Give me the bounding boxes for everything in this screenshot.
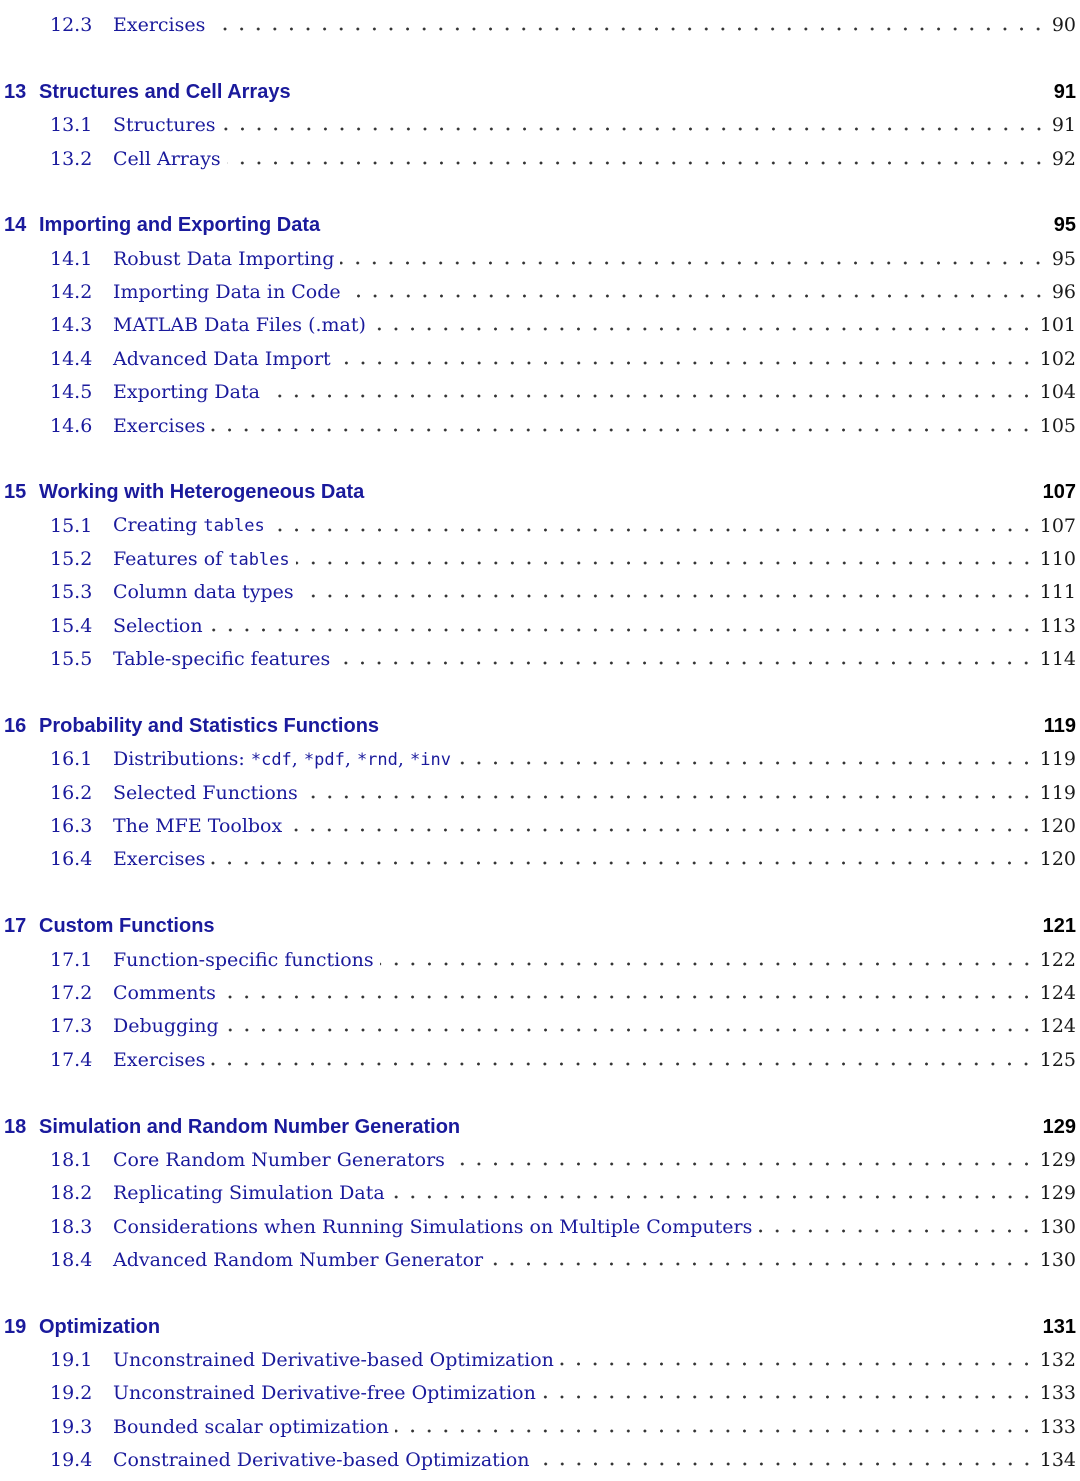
toc-section-14-4[interactable] <box>0 342 1080 376</box>
section-leader-line <box>113 409 1076 443</box>
section-title[interactable]: Distributions: *cdf, *pdf, *rnd, *inv <box>113 742 457 777</box>
code-term: tables <box>228 549 290 570</box>
toc-section-19-4[interactable] <box>0 1443 1080 1477</box>
page-number: 92 <box>1048 142 1076 176</box>
section-leader-line <box>113 943 1076 977</box>
toc-chapter-15[interactable] <box>0 475 1080 509</box>
section-title[interactable]: The MFE Toolbox <box>113 809 288 843</box>
section-title[interactable]: Selected Functions <box>113 776 304 810</box>
dot-leader <box>211 1047 1035 1081</box>
chapter-number: 15 <box>4 481 27 504</box>
page-number: 101 <box>1036 308 1076 342</box>
toc-section-12-3[interactable] <box>0 8 1080 42</box>
chapter-title[interactable]: Simulation and Random Number Generation <box>39 1115 461 1138</box>
section-number: 15.1 <box>50 514 93 537</box>
dot-leader <box>489 1247 1036 1281</box>
page-number: 134 <box>1036 1443 1076 1477</box>
toc-chapter-19[interactable] <box>0 1310 1080 1344</box>
page-number: 107 <box>1036 509 1076 543</box>
toc-section-15-1[interactable] <box>0 509 1080 543</box>
section-number: 13.1 <box>50 114 93 137</box>
page-number: 110 <box>1036 542 1076 576</box>
chapter-title[interactable]: Structures and Cell Arrays <box>39 80 291 103</box>
toc-section-16-1[interactable] <box>0 742 1080 776</box>
page-number: 114 <box>1036 642 1076 676</box>
toc-section-18-3[interactable] <box>0 1210 1080 1244</box>
page-number: 124 <box>1036 976 1076 1010</box>
chapter-title[interactable]: Working with Heterogeneous Data <box>39 481 365 504</box>
section-leader-line <box>113 976 1076 1010</box>
chapter-number: 19 <box>4 1315 27 1338</box>
section-number: 18.4 <box>50 1248 93 1271</box>
page-number: 121 <box>1042 915 1076 938</box>
dot-leader <box>211 12 1047 46</box>
dot-leader <box>227 146 1048 180</box>
section-number: 17.3 <box>50 1015 93 1038</box>
page-number: 120 <box>1036 809 1076 843</box>
section-leader-line <box>113 575 1076 609</box>
section-number: 15.2 <box>50 548 93 571</box>
section-number: 14.6 <box>50 414 93 437</box>
section-title[interactable]: Bounded scalar optimization <box>113 1410 395 1444</box>
chapter-number: 16 <box>4 715 27 737</box>
section-title[interactable]: Exercises <box>113 409 211 443</box>
toc-section-14-3[interactable] <box>0 308 1080 342</box>
page-number: 129 <box>1042 1115 1076 1138</box>
section-leader-line <box>113 609 1076 643</box>
page-number: 133 <box>1036 1410 1076 1444</box>
section-title[interactable]: Comments <box>113 976 222 1010</box>
page-number: 119 <box>1036 742 1076 776</box>
toc-chapter-14[interactable] <box>0 208 1080 242</box>
page-number: 95 <box>1053 214 1076 237</box>
section-title[interactable]: Exporting Data <box>113 375 266 409</box>
toc-section-13-1[interactable] <box>0 108 1080 142</box>
section-title[interactable]: Core Random Number Generators <box>113 1143 451 1177</box>
page-number: 130 <box>1036 1210 1076 1244</box>
toc-section-18-4[interactable] <box>0 1243 1080 1277</box>
chapter-number: 18 <box>4 1115 27 1138</box>
page-number: 96 <box>1048 275 1076 309</box>
section-leader-line <box>113 642 1076 676</box>
dot-leader <box>336 646 1036 680</box>
page-number: 130 <box>1036 1243 1076 1277</box>
code-term: *rnd <box>356 749 398 770</box>
toc-section-17-3[interactable] <box>0 1009 1080 1043</box>
page-number: 104 <box>1036 375 1076 409</box>
toc-section-13-2[interactable] <box>0 142 1080 176</box>
toc-section-15-2[interactable] <box>0 542 1080 576</box>
toc-section-14-6[interactable] <box>0 409 1080 443</box>
toc-section-19-2[interactable] <box>0 1376 1080 1410</box>
section-number: 14.4 <box>50 347 93 370</box>
chapter-title[interactable]: Probability and Statistics Functions <box>39 715 380 737</box>
section-title[interactable]: Exercises <box>113 1043 211 1077</box>
section-title[interactable]: Unconstrained Derivative-free Optimization <box>113 1376 542 1410</box>
chapter-title[interactable]: Custom Functions <box>39 915 215 938</box>
section-title[interactable]: Debugging <box>113 1009 225 1043</box>
section-number: 16.3 <box>50 815 93 837</box>
section-number: 19.4 <box>50 1449 93 1472</box>
section-leader-line <box>113 1176 1076 1210</box>
section-title[interactable]: Advanced Random Number Generator <box>113 1243 489 1277</box>
section-title[interactable]: Replicating Simulation Data <box>113 1176 391 1210</box>
page-number: 119 <box>1043 715 1076 737</box>
toc-section-16-2[interactable] <box>0 776 1080 810</box>
section-number: 17.4 <box>50 1048 93 1071</box>
toc-chapter-17[interactable] <box>0 909 1080 943</box>
page-number: 95 <box>1048 242 1076 276</box>
section-leader-line <box>113 742 1076 776</box>
page-number: 133 <box>1036 1376 1076 1410</box>
section-number: 19.1 <box>50 1349 93 1371</box>
toc-section-14-2[interactable] <box>0 275 1080 309</box>
chapter-number: 17 <box>4 915 27 938</box>
section-number: 16.2 <box>50 781 93 804</box>
section-leader-line <box>113 1009 1076 1043</box>
code-term: *inv <box>409 749 451 770</box>
section-number: 18.1 <box>50 1148 93 1171</box>
section-leader-line <box>113 1210 1076 1244</box>
section-number: 13.2 <box>50 147 93 170</box>
page-number: 129 <box>1036 1143 1076 1177</box>
page-number: 119 <box>1036 776 1076 810</box>
chapter-title[interactable]: Importing and Exporting Data <box>39 214 321 237</box>
page-number: 122 <box>1036 943 1076 977</box>
page-number: 107 <box>1042 481 1076 504</box>
toc-section-16-3[interactable] <box>0 809 1080 843</box>
section-leader-line <box>113 108 1076 142</box>
dot-leader <box>211 846 1035 880</box>
section-number: 15.3 <box>50 581 93 604</box>
section-title[interactable]: Column data types <box>113 575 300 609</box>
section-title[interactable]: Creating tables <box>113 508 271 543</box>
page-number: 124 <box>1036 1009 1076 1043</box>
section-title[interactable]: MATLAB Data Files (.mat) <box>113 308 372 342</box>
section-title[interactable]: Considerations when Running Simulations on Multiple Computers <box>113 1210 758 1244</box>
page-number: 105 <box>1036 409 1076 443</box>
code-term: *cdf <box>250 749 292 770</box>
section-title[interactable]: Selection <box>113 609 209 643</box>
page-number: 120 <box>1036 842 1076 876</box>
section-title[interactable]: Importing Data in Code <box>113 275 347 309</box>
section-number: 16.1 <box>50 748 93 771</box>
page-number: 132 <box>1036 1343 1076 1377</box>
toc-chapter-16[interactable] <box>0 709 1080 743</box>
dot-leader <box>211 413 1035 447</box>
section-number: 18.2 <box>50 1182 93 1205</box>
section-number: 15.4 <box>50 614 93 637</box>
section-leader-line <box>113 776 1076 810</box>
section-title[interactable]: Constrained Derivative-based Optimization <box>113 1443 536 1477</box>
section-number: 14.3 <box>50 314 93 337</box>
section-number: 16.4 <box>50 848 93 871</box>
section-leader-line <box>113 375 1076 409</box>
section-number: 14.5 <box>50 381 93 404</box>
page-number: 129 <box>1036 1176 1076 1210</box>
page-number: 91 <box>1048 108 1076 142</box>
section-leader-line <box>113 1143 1076 1177</box>
section-number: 15.5 <box>50 648 93 671</box>
toc-chapter-13[interactable] <box>0 75 1080 109</box>
section-number: 19.3 <box>50 1415 93 1438</box>
section-title[interactable]: Table-specific features <box>113 642 336 676</box>
toc-section-15-5[interactable] <box>0 642 1080 676</box>
section-number: 19.2 <box>50 1382 93 1405</box>
section-title[interactable]: Advanced Data Import <box>113 342 337 376</box>
toc-section-18-1[interactable] <box>0 1143 1080 1177</box>
chapter-title[interactable]: Optimization <box>39 1315 161 1338</box>
section-leader-line <box>113 1243 1076 1277</box>
section-leader-line <box>113 142 1076 176</box>
code-term: *pdf <box>303 749 345 770</box>
chapter-number: 13 <box>4 80 27 103</box>
page-number: 102 <box>1036 342 1076 376</box>
toc-section-19-3[interactable] <box>0 1410 1080 1444</box>
toc-section-17-4[interactable] <box>0 1043 1080 1077</box>
toc-chapter-18[interactable] <box>0 1110 1080 1144</box>
page-number: 91 <box>1053 80 1076 103</box>
section-leader-line <box>113 8 1076 42</box>
toc-section-17-1[interactable] <box>0 943 1080 977</box>
section-title[interactable]: Exercises <box>113 842 211 876</box>
section-leader-line <box>113 809 1076 843</box>
section-title[interactable]: Unconstrained Derivative-based Optimization <box>113 1343 560 1377</box>
toc-section-16-4[interactable] <box>0 842 1080 876</box>
toc-section-15-3[interactable] <box>0 575 1080 609</box>
toc-section-18-2[interactable] <box>0 1176 1080 1210</box>
code-term: tables <box>203 516 265 537</box>
toc-section-19-1[interactable] <box>0 1343 1080 1377</box>
section-title[interactable]: Features of tables <box>113 542 296 577</box>
section-leader-line <box>113 1410 1076 1444</box>
page-number: 125 <box>1036 1043 1076 1077</box>
section-leader-line <box>113 542 1076 576</box>
section-number: 17.1 <box>50 948 93 971</box>
page-number: 90 <box>1048 8 1076 42</box>
section-title[interactable]: Exercises <box>113 8 211 42</box>
section-leader-line <box>113 275 1076 309</box>
toc-section-15-4[interactable] <box>0 609 1080 643</box>
section-number: 14.2 <box>50 281 93 304</box>
section-number: 12.3 <box>50 14 93 36</box>
section-leader-line <box>113 308 1076 342</box>
section-leader-line <box>113 842 1076 876</box>
section-title[interactable]: Cell Arrays <box>113 142 227 176</box>
section-title[interactable]: Structures <box>113 108 222 142</box>
section-title[interactable]: Function-specific functions <box>113 943 380 977</box>
section-title[interactable]: Robust Data Importing <box>113 242 340 276</box>
page-number: 111 <box>1036 575 1076 609</box>
section-number: 14.1 <box>50 247 93 270</box>
page-number: 113 <box>1036 609 1076 643</box>
chapter-number: 14 <box>4 214 27 237</box>
page-number: 131 <box>1042 1315 1076 1338</box>
section-leader-line <box>113 1443 1076 1477</box>
section-leader-line <box>113 509 1076 543</box>
section-number: 18.3 <box>50 1215 93 1238</box>
section-leader-line <box>113 242 1076 276</box>
section-leader-line <box>113 342 1076 376</box>
section-leader-line <box>113 1343 1076 1377</box>
toc-section-14-1[interactable] <box>0 242 1080 276</box>
toc-section-14-5[interactable] <box>0 375 1080 409</box>
section-number: 17.2 <box>50 981 93 1004</box>
section-leader-line <box>113 1043 1076 1077</box>
section-leader-line <box>113 1376 1076 1410</box>
toc-section-17-2[interactable] <box>0 976 1080 1010</box>
